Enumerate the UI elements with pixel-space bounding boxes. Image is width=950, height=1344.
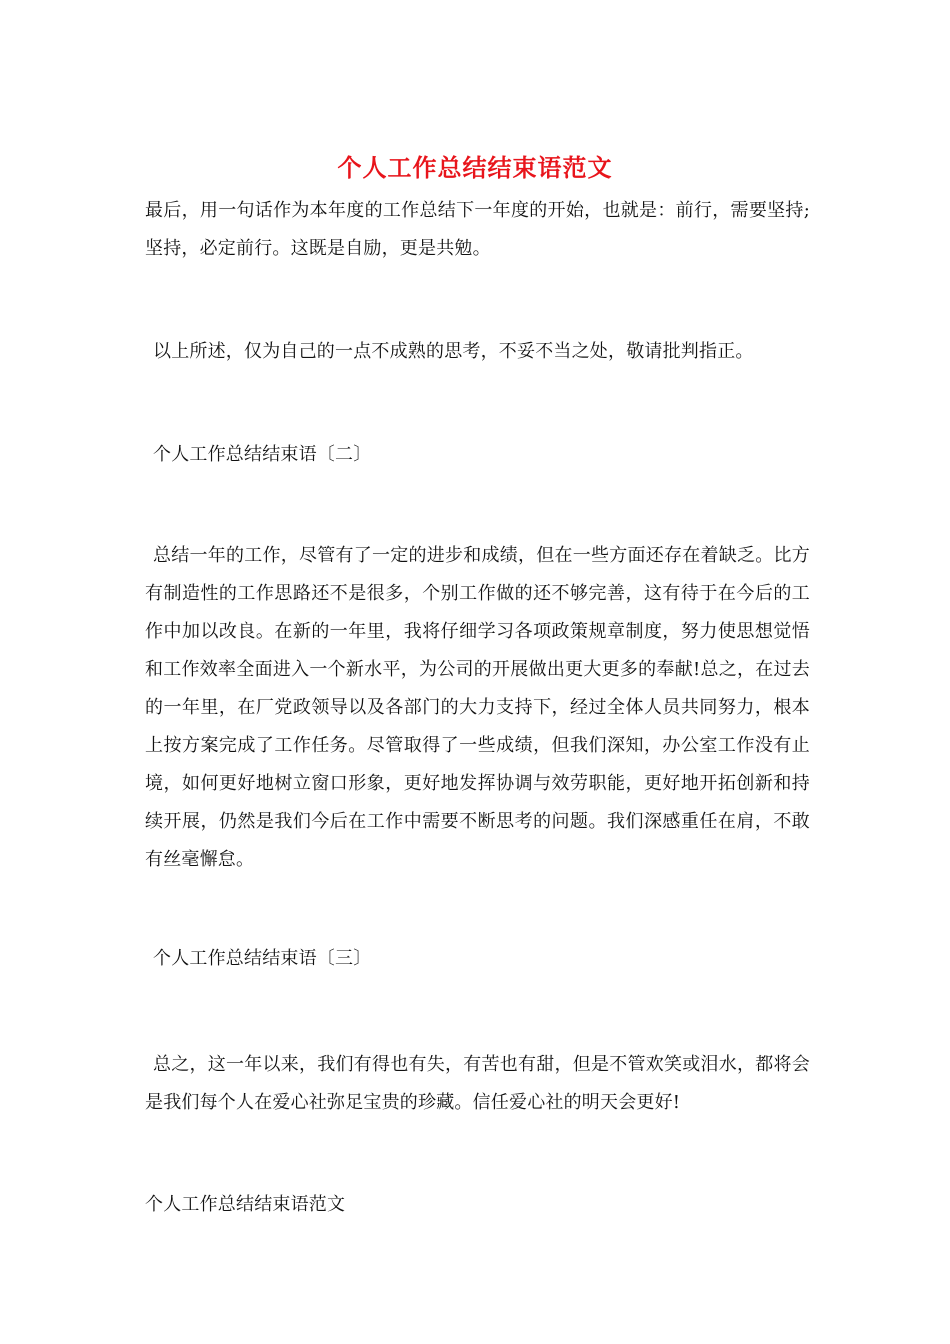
paragraph-summary-remark: 以上所述，仅为自己的一点不成熟的思考，不妥不当之处，敬请批判指正。 xyxy=(153,341,754,362)
section-heading-two: 个人工作总结结束语〔二〕 xyxy=(153,444,372,465)
section-heading-three: 个人工作总结结束语〔三〕 xyxy=(153,948,372,969)
paragraph-section-three-body: 总之，这一年以来，我们有得也有失，有苦也有甜，但是不管欢笑或泪水，都将会是我们每个人在爱心社弥足宝贵的珍藏。信任爱心社的明天会更好! xyxy=(145,1054,810,1113)
section-heading-sample: 个人工作总结结束语范文 xyxy=(145,1194,346,1215)
document-title: 个人工作总结结束语范文 xyxy=(337,153,613,182)
paragraph-closing-line: 最后，用一句话作为本年度的工作总结下一年度的开始，也就是：前行，需要坚持;坚持，必定前行。这既是自励，更是共勉。 xyxy=(145,200,810,259)
paragraph-section-two-body: 总结一年的工作，尽管有了一定的进步和成绩，但在一些方面还存在着缺乏。比方有制造性的工作思路还不是很多，个别工作做的还不够完善，这有待于在今后的工作中加以改良。在新的一年里，我将仔细学习各项政策规章制度，努力使思想觉悟和工作效率全面进入一个新水平，为公司的开展做出更大更多的奉献!总之，在过去的一年里，在厂党政领导以及各部门的大力支持下，经过全体人员共同努力，根本上按方案完成了工作任务。尽管取得了一些成绩，但我们深知，办公室工作没有止境，如何更好地树立窗口形象，更好地发挥协调与效劳职能，更好地开拓创新和持续开展，仍然是我们今后在工作中需要不断思考的问题。我们深感重任在肩，不敢有丝毫懈怠。 xyxy=(145,545,810,870)
